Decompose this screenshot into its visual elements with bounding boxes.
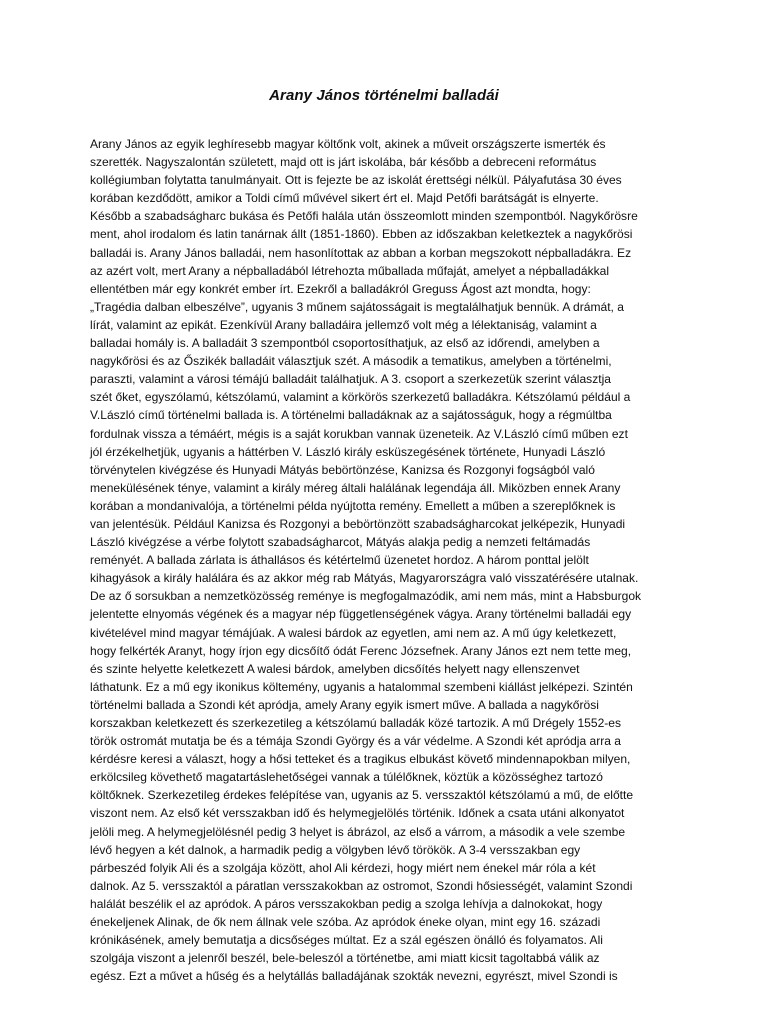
- document-body-text: Arany János az egyik leghíresebb magyar költőnk volt, akinek a műveit országszerte ismerték és szerették. Nagyszalontán született, majd ott is járt iskolába, bár később a debreceni református kollégiumban folytatta tanulmányait. Ott is fejezte be az iskolát érettségi nélkül. Pályafutása 30 éves korában kezdődött, amikor a Toldi című művével sikert ért el. Majd Petőfi barátságát is elnyerte. Később a szabadságharc bukása és Petőfi halála után összeomlott minden szempontból. Nagykőrösre ment, ahol irodalom és latin tanárnak állt (1851-1860). Ebben az időszakban keletkeztek a nagykőrösi balladái is. Arany János balladái, nem hasonlítottak az abban a korban megszokott népballadákra. Ez az azért volt, mert Arany a népballadából létrehozta műballada műfaját, amelyet a népballadákkal ellentétben már egy konkrét ember írt. Ezekről a balladákról Greguss Ágost azt mondta, hogy: „Tragédia dalban elbeszélve”, ugyanis 3 műnem sajátosságait is megtalálhatjuk bennük. A drámát, a lírát, valamint az epikát. Ezenkívül Arany balladáira jellemző volt még a lélektaniság, valamint a balladai homály is. A balladáit 3 szempontból csoportosíthatjuk, az első az időrendi, amelyben a nagykőrösi és az Őszikék balladáit választjuk szét. A második a tematikus, amelyben a történelmi, paraszti, valamint a városi témájú balladáit találhatjuk. A 3. csoport a szerkezetük szerint választja szét őket, egyszólamú, kétszólamú, valamint a körkörös szerkezetű balladákra. Kétszólamú például a V.László című történelmi ballada is. A történelmi balladáknak az a sajátosságuk, hogy a régmúltba fordulnak vissza a témáért, mégis is a saját korukban vannak üzeneteik. Az V.László című műben ezt jól érzékelhetjük, ugyanis a háttérben V. László király esküszegésének története, Hunyadi László törvénytelen kivégzése és Hunyadi Mátyás bebörtönzése, Kanizsa és Rozgonyi fogságból való menekülésének tényе, valamint a király méreg általi halálának legendája áll. Miközben ennek Arany korában a mondanivalója, a történelmi példa nyújtotta remény. Emellett a műben a szereplőknek is van jelentésük. Például Kanizsa és Rozgonyi a bebörtönzött szabadságharcokat jelképezik, Hunyadi László kivégzése a vérbe folytott szabadságharcot, Mátyás alakja pedig a nemzeti feltámadás reményét. A ballada zárlata is áthallásos és kétértelmű üzenetet hordoz. A három ponttal jelölt kihagyások a király halálára és az akkor még rab Mátyás, Magyarországra való visszatérésére utalnak. De az ő sorsukban a nemzetközösség reménye is megfogalmazódik, ami nem más, mint a Habsburgok jelentette elnyomás végének és a magyar nép függetlenségének vágya. Arany történelmi balladái egy kivételével mind magyar témájúak. A walesi bárdok az egyetlen, ami nem az. A mű úgy keletkezett, hogy felkérték Aranyt, hogy írjon egy dicsőítő ódát Ferenc Józsefnek. Arany János ezt nem tette meg, és szinte helyette keletkezett A walesi bárdok, amelyben dicsőítés helyett nagy ellenszenvet láthatunk. Ez a mű egy ikonikus költemény, ugyanis a hatalommal szembeni kiállást jelképezi. Szintén történelmi ballada a Szondi két apródja, amely Arany egyik ismert műve. A ballada a nagykőrösi korszakban keletkezett és szerkezetileg a kétszólamú balladák közé tartozik. A mű Drégely 1552-es török ostromát mutatja be és a témája Szondi György és a vár védelme. A Szondi két apródja arra a kérdésre keresi a választ, hogy a hősi tetteket és a tragikus elbukást követő mindennapokban milyen, erkölcsileg követhető magatartáslehetőségei vannak a túlélőknek, köztük a közösséghez tartozó költőknek. Szerkezetileg érdekes felépítése van, ugyanis az 5. versszaktól kétszólamú a mű, de előtte viszont nem. Az első két versszakban idő és helymegjelölés történik. Időnek a csata utáni alkonyatot jelöli meg. A helymegjelölésnél pedig 3 helyet is ábrázol, az első a várrom, a második a vele szembe lévő hegyen a két dalnok, a harmadik pedig a völgyben lévő törökök. A 3-4 versszakban egy párbeszéd folyik Ali és a szolgája között, ahol Ali kérdezi, hogy miért nem énekel már róla a két dalnok. Az 5. versszaktól a páratlan versszakokban az ostromot, Szondi hősiességét, valamint Szondi halálát beszélik el az apródok. A páros versszakokban pedig a szolga lehívja a dalnokokat, hogy énekeljenek Alinak, de ők nem állnak vele szóba. Az apródok éneke olyan, mint egy 16. századi krónikásének, amely bemutatja a dicsőséges múltat. Ez a szál egészen önálló és folyamatos. Ali szolgája viszont a jelenről beszél, bele-beleszól a történetbe, ami miatt kicsit tagoltabbá válik az egész. Ezt a művet a hűség és a helytállás balladájának szokták nevezni, egyrészt, mivel Szondi is: [90, 137, 642, 984]
- document-title: Arany János történelmi balladái: [269, 87, 499, 104]
